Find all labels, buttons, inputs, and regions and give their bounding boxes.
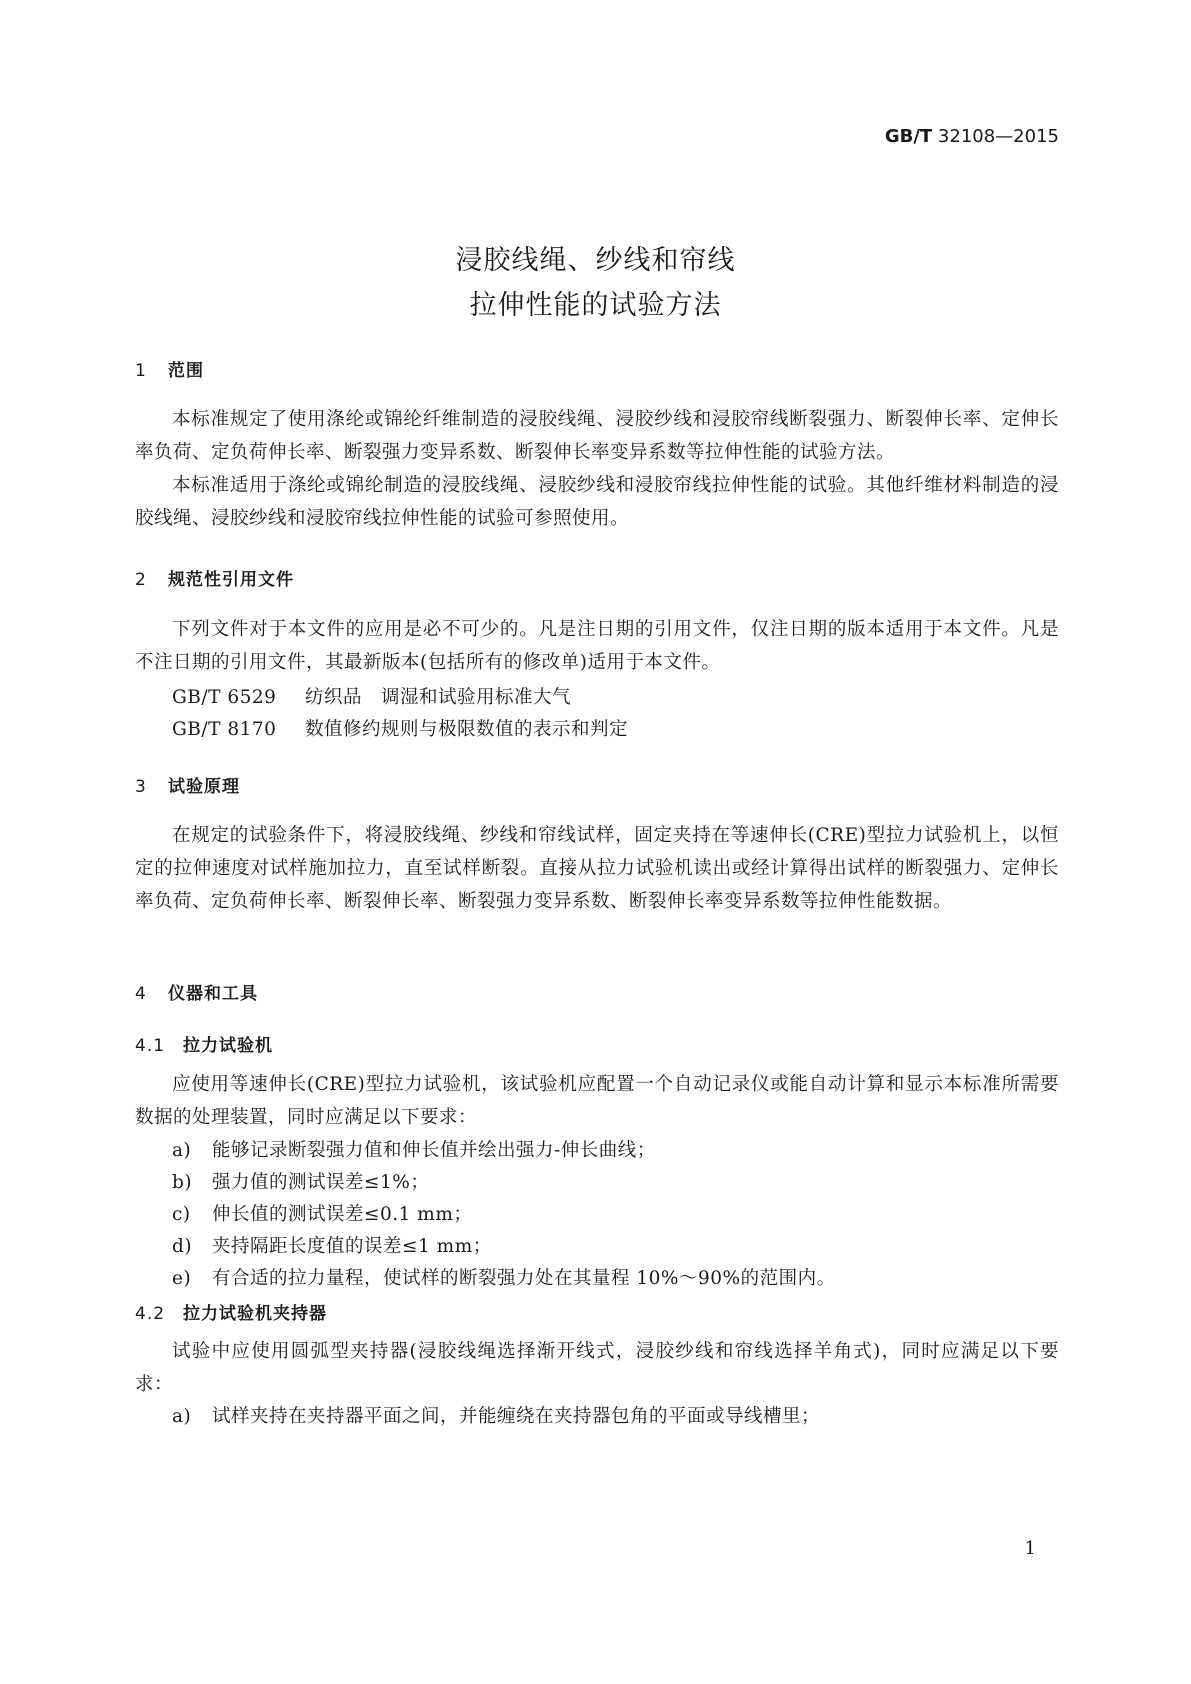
standard-code: GB/T 32108—2015 (884, 126, 1059, 147)
list-item: a) 试样夹持在夹持器平面之间，并能缠绕在夹持器包角的平面或导线槽里； (172, 1406, 821, 1427)
reference-item: GB/T 6529 纺织品 调湿和试验用标准大气 (172, 687, 572, 708)
section-4-1-para-1: 应使用等速伸长(CRE)型拉力试验机，该试验机应配置一个自动记录仪或能自动计算和显示本标准所需要数据的处理装置，同时应满足以下要求： (135, 1074, 1059, 1128)
section-4-1-heading: 4.1 拉力试验机 (135, 1036, 273, 1056)
list-item: b) 强力值的测试误差≤1%； (172, 1172, 430, 1193)
list-item: d) 夹持隔距长度值的误差≤1 mm； (172, 1236, 492, 1257)
section-3-para-1: 在规定的试验条件下，将浸胶线绳、纱线和帘线试样，固定夹持在等速伸长(CRE)型拉力试验机上，以恒定的拉伸速度对试样施加拉力，直至试样断裂。直接从拉力试验机读出或经计算得出试样的断裂强力、定伸长率负荷、定负荷伸长率、断裂伸长率、断裂强力变异系数、断裂伸长率变异系数等拉伸性能数据。 (135, 825, 1059, 912)
page-number: 1 (1024, 1538, 1036, 1559)
list-item: c) 伸长值的测试误差≤0.1 mm； (172, 1204, 473, 1225)
list-item: a) 能够记录断裂强力值和伸长值并绘出强力-伸长曲线； (172, 1140, 656, 1161)
section-2-heading: 2 规范性引用文件 (135, 570, 294, 590)
title-line-1: 浸胶线绳、纱线和帘线 (455, 245, 736, 276)
section-4-heading: 4 仪器和工具 (135, 984, 258, 1004)
section-4-2-heading: 4.2 拉力试验机夹持器 (135, 1304, 327, 1324)
title-line-2: 拉伸性能的试验方法 (469, 290, 722, 321)
section-2-para-1: 下列文件对于本文件的应用是必不可少的。凡是注日期的引用文件，仅注日期的版本适用于本文件。凡是不注日期的引用文件，其最新版本(包括所有的修改单)适用于本文件。 (135, 619, 1059, 673)
list-item: e) 有合适的拉力量程，使试样的断裂强力处在其量程 10%～90%的范围内。 (172, 1268, 836, 1289)
section-1-heading: 1 范围 (135, 361, 204, 381)
reference-item: GB/T 8170 数值修约规则与极限数值的表示和判定 (172, 719, 629, 740)
section-3-heading: 3 试验原理 (135, 777, 240, 797)
section-4-2-para-1: 试验中应使用圆弧型夹持器(浸胶线绳选择渐开线式，浸胶纱线和帘线选择羊角式)，同时应满足以下要求： (135, 1341, 1059, 1395)
section-1-para-2: 本标准适用于涤纶或锦纶制造的浸胶线绳、浸胶纱线和浸胶帘线拉伸性能的试验。其他纤维材料制造的浸胶线绳、浸胶纱线和浸胶帘线拉伸性能的试验可参照使用。 (135, 475, 1059, 529)
section-1-para-1: 本标准规定了使用涤纶或锦纶纤维制造的浸胶线绳、浸胶纱线和浸胶帘线断裂强力、断裂伸长率、定伸长率负荷、定负荷伸长率、断裂强力变异系数、断裂伸长率变异系数等拉伸性能的试验方法。 (135, 409, 1059, 463)
